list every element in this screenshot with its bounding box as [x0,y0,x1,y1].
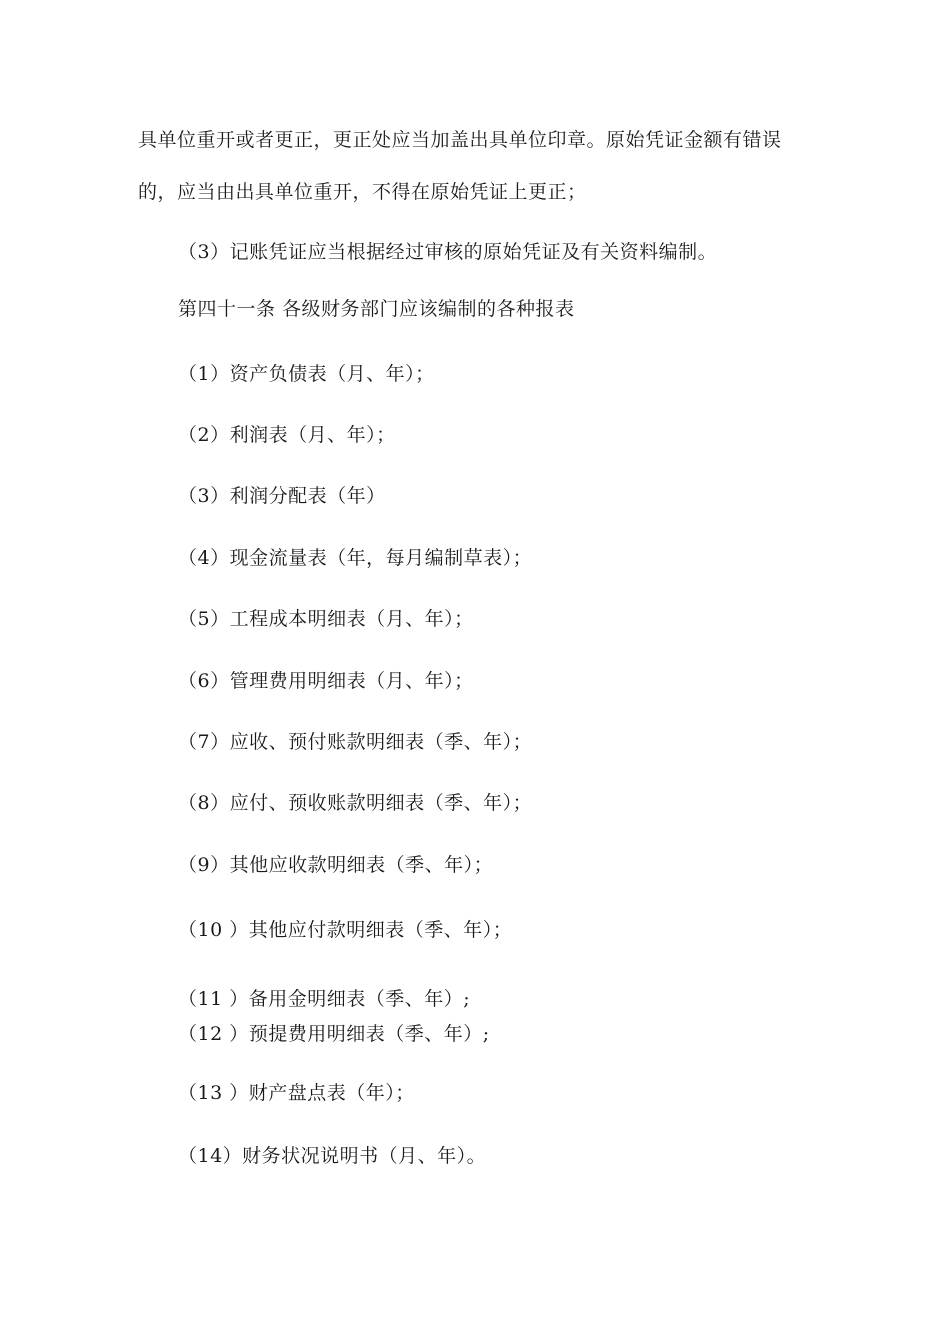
report-item-9: （9）其他应收款明细表（季、年）； [178,854,494,876]
report-item-10: （10 ）其他应付款明细表（季、年）； [178,919,513,941]
report-item-5: （5）工程成本明细表（月、年）； [178,608,474,630]
report-item-14: （14）财务状况说明书（月、年）。 [178,1145,487,1167]
report-item-2: （2）利润表（月、年）； [178,424,396,446]
report-item-3: （3）利润分配表（年） [178,485,386,507]
report-item-4: （4）现金流量表（年，每月编制草表）； [178,547,533,569]
report-item-12: （12 ）预提费用明细表（季、年）; [178,1023,490,1045]
report-item-1: （1）资产负债表（月、年）； [178,363,435,385]
article-41-heading: 第四十一条 各级财务部门应该编制的各种报表 [178,298,575,320]
report-item-7: （7）应收、预付账款明细表（季、年）； [178,731,533,753]
voucher-item-3: （3）记账凭证应当根据经过审核的原始凭证及有关资料编制。 [178,241,718,263]
report-item-8: （8）应付、预收账款明细表（季、年）； [178,792,533,814]
paragraph-line-1: 具单位重开或者更正，更正处应当加盖出具单位印章。原始凭证金额有错误 [138,129,782,151]
report-item-13: （13 ）财产盘点表（年）； [178,1082,415,1104]
report-item-6: （6）管理费用明细表（月、年）； [178,670,474,692]
paragraph-line-2: 的，应当由出具单位重开，不得在原始凭证上更正； [138,181,587,203]
report-item-11: （11 ）备用金明细表（季、年）; [178,988,471,1010]
